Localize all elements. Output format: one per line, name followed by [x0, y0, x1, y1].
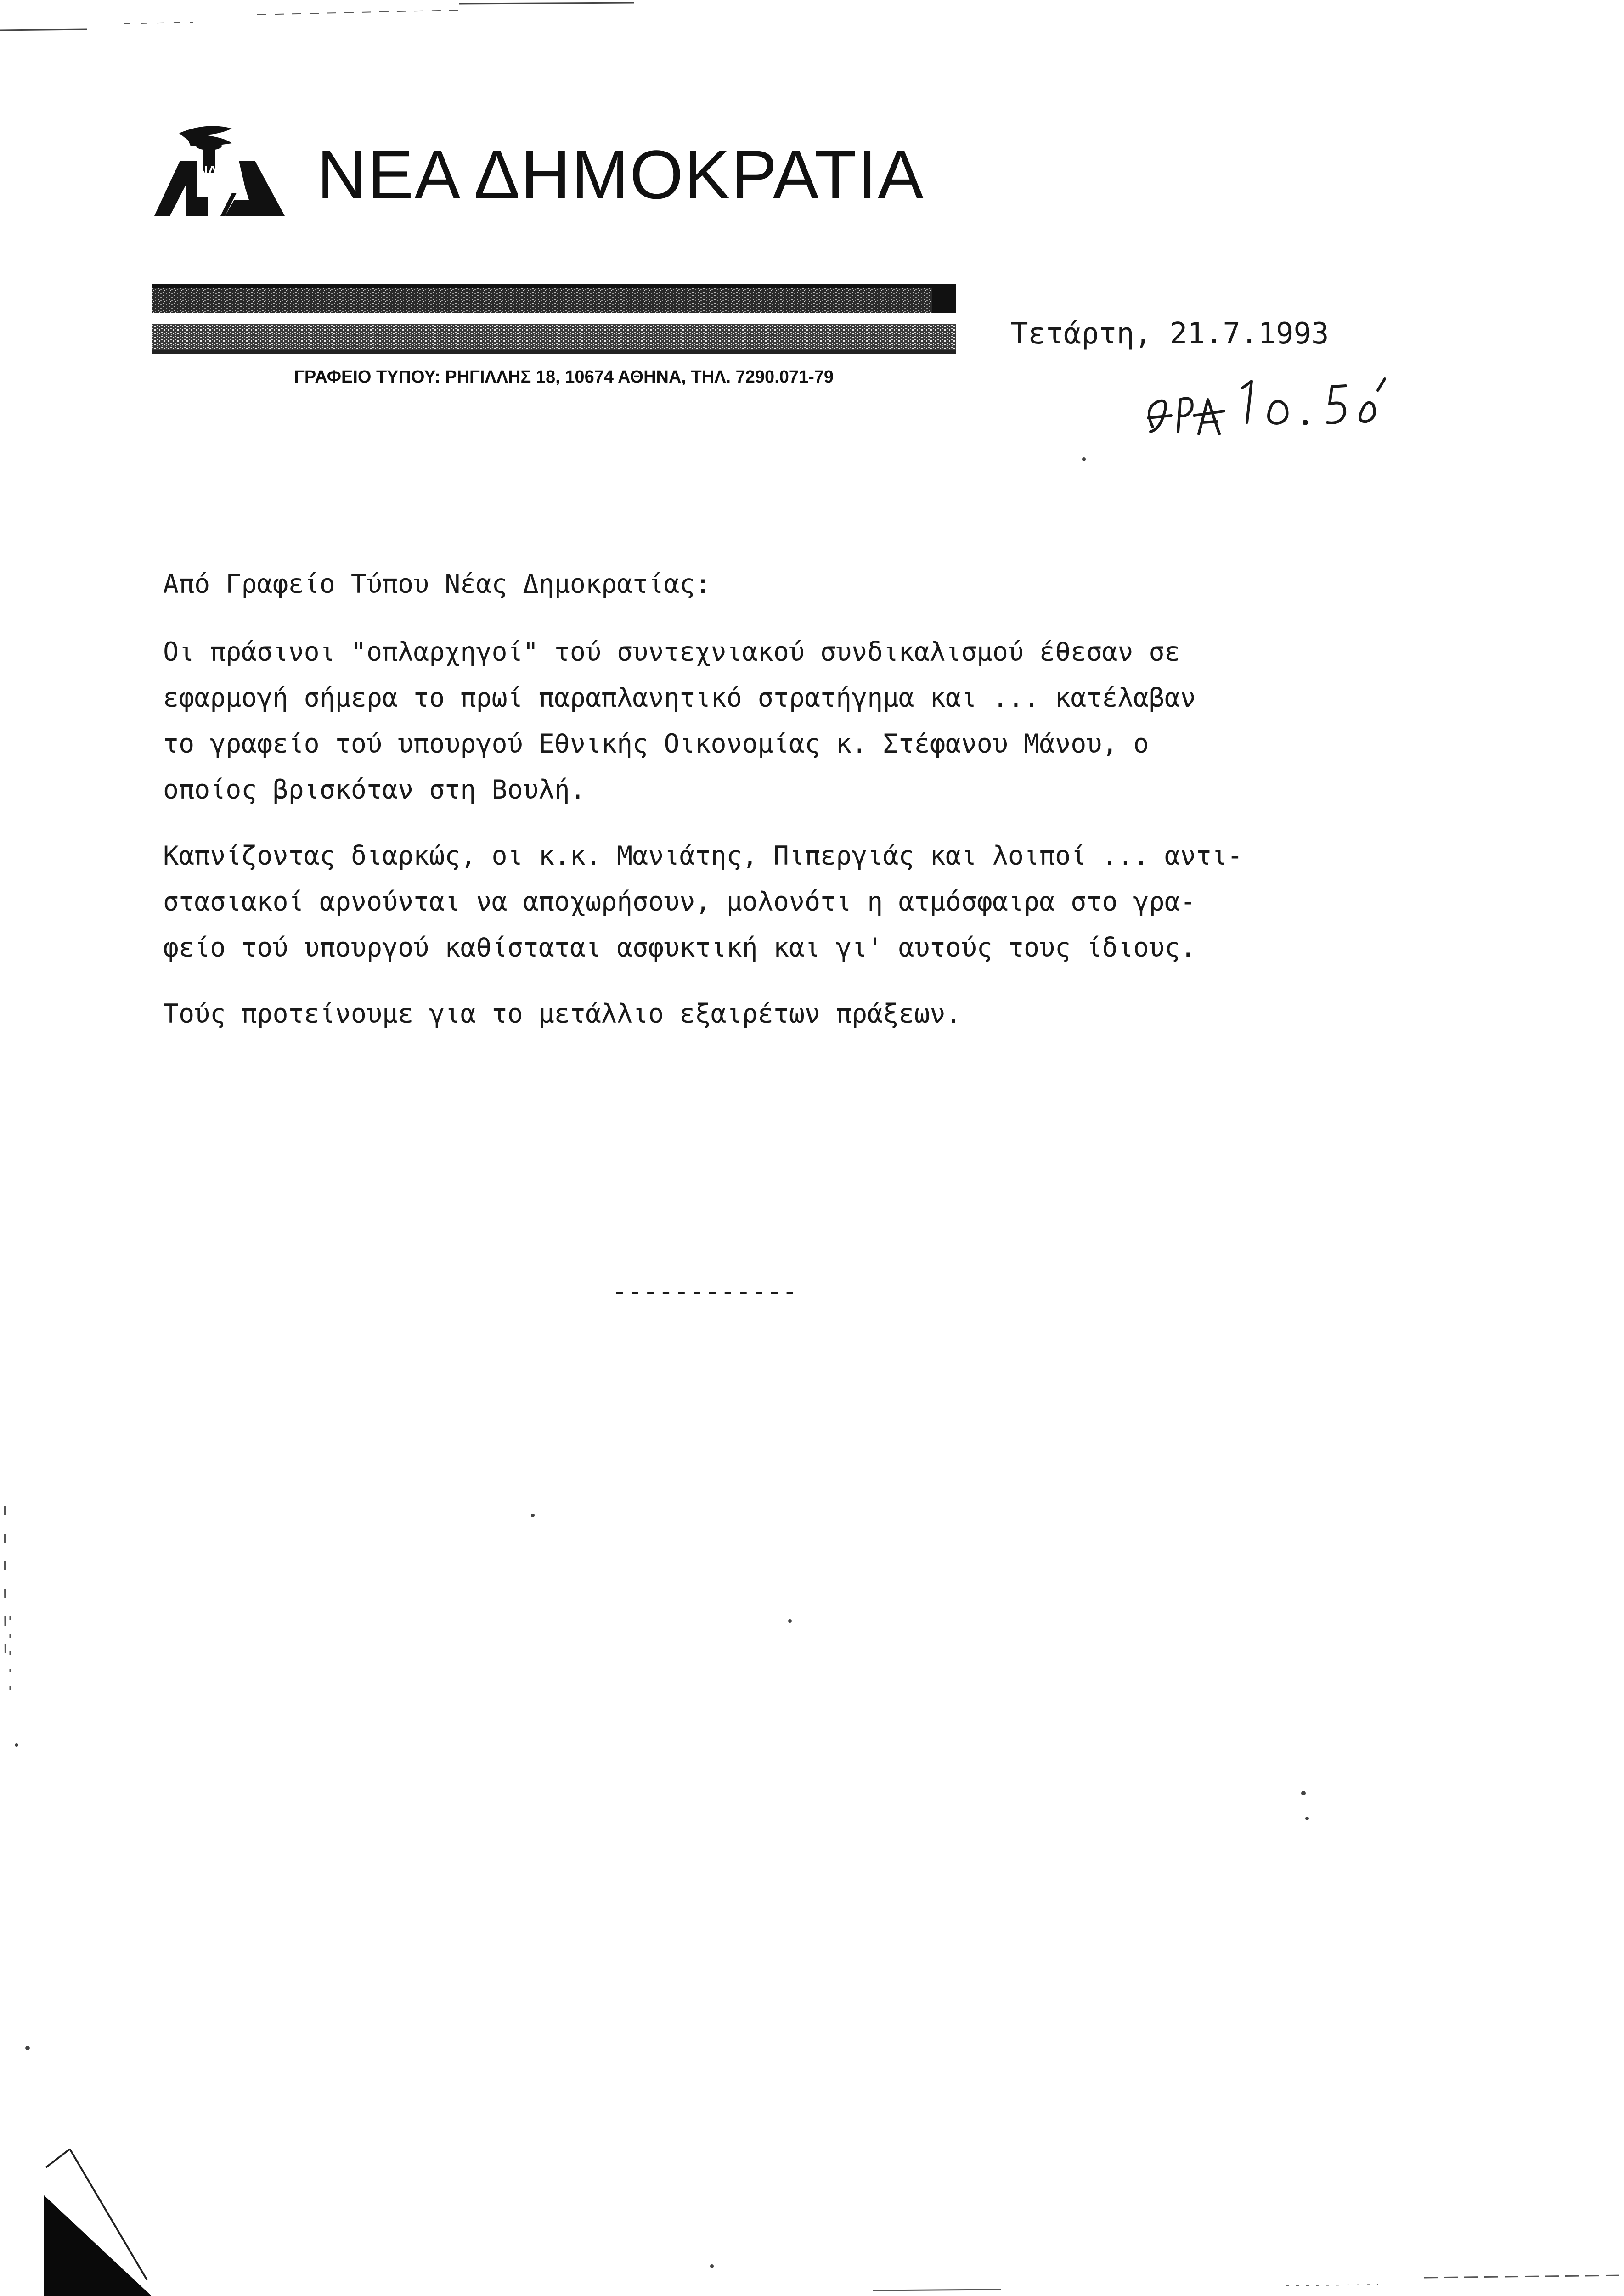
paragraph-1-line-4: οποίος βρισκόταν στη Βουλή. [163, 775, 586, 805]
paragraph-3-line-1: Τούς προτείνουμε για το μετάλλιο εξαιρέτων πράξεων. [163, 999, 961, 1029]
end-separator: ------------ [612, 1277, 798, 1306]
letterhead-band-bottom [152, 324, 956, 354]
paragraph-2-line-2: στασιακοί αρνούνται να αποχωρήσουν, μολονότι η ατμόσφαιρα στο γρα- [163, 887, 1196, 917]
salutation: Από Γραφείο Τύπου Νέας Δημοκρατίας: [163, 569, 711, 599]
handwritten-note [1139, 354, 1415, 441]
paragraph-2-line-3: φείο τού υπουργού καθίσταται ασφυκτική και γι' αυτούς τους ίδιους. [163, 933, 1196, 963]
paragraph-2-line-1: Καπνίζοντας διαρκώς, οι κ.κ. Μανιάτης, Πιπεργιάς και λοιποί ... αντι- [163, 841, 1243, 871]
letterhead-band-top [152, 284, 956, 313]
svg-text:ΝΔ: ΝΔ [197, 163, 218, 179]
party-logo [152, 124, 289, 225]
press-release-body [163, 561, 1522, 1048]
organization-name: ΝΕΑ ΔΗΜΟΚΡΑΤΙΑ [317, 136, 925, 213]
paragraph-1-line-2: εφαρμογή σήμερα το πρωί παραπλανητικό στρατήγημα και ... κατέλαβαν [163, 683, 1196, 713]
paragraph-1-line-1: Οι πράσινοι "οπλαρχηγοί" τού συντεχνιακού συνδικαλισμού έθεσαν σε [163, 637, 1180, 667]
paragraph-1-line-3: το γραφείο τού υπουργού Εθνικής Οικονομίας κ. Στέφανου Μάνου, ο [163, 729, 1149, 759]
press-office-address: ΓΡΑΦΕΙΟ ΤΥΠΟΥ: ΡΗΓΙΛΛΗΣ 18, 10674 ΑΘΗΝΑ, ΤΗΛ. 7290.071-79 [294, 367, 834, 387]
date-line: Τετάρτη, 21.7.1993 [1010, 317, 1329, 351]
